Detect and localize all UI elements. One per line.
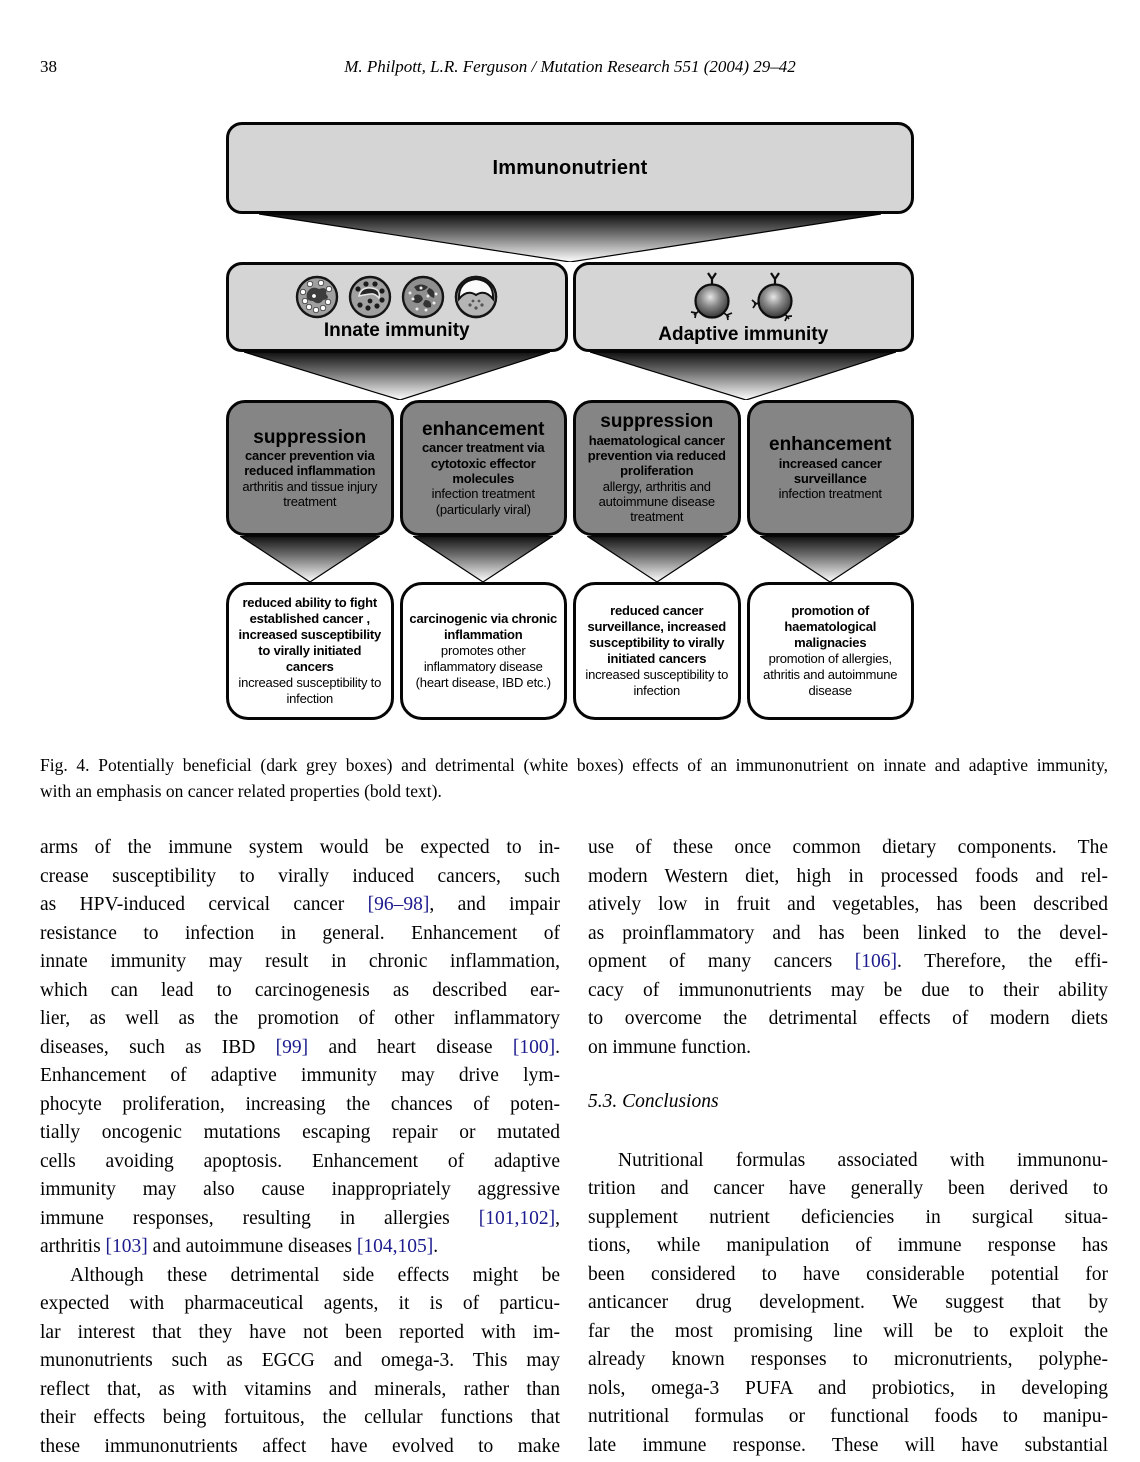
text-line: immunity may also cause inappropriately aggressive <box>40 1179 560 1200</box>
citation-ref: [101,102] <box>478 1207 556 1229</box>
citation-ref: [100] <box>512 1036 556 1058</box>
outcome-box-3 <box>573 582 741 720</box>
text-line: reflect that, as with vitamins and minerals, rather than <box>40 1378 560 1400</box>
text-line: atively low in fruit and vegetables, has been described <box>588 894 1108 915</box>
page-number: 38 <box>40 57 57 76</box>
text-line: resistance to infection in general. Enhancement of <box>40 922 560 944</box>
section-heading: 5.3. Conclusions <box>588 1091 719 1112</box>
citation-ref: [106] <box>854 951 898 972</box>
text-line: lar interest that they have not been reported with im- <box>40 1321 560 1343</box>
text-line: opment of many cancers [106]. Therefore, the effi- <box>588 951 1109 972</box>
effect-title: suppression <box>600 411 714 433</box>
immunonutrient-label: Immunonutrient <box>492 156 648 179</box>
text-line: been considered to have considerable potential for <box>588 1263 1108 1285</box>
text-line: Nutritional formulas associated with immunonu- <box>618 1149 1108 1171</box>
text-line: nutritional formulas or functional foods to manipu- <box>588 1406 1108 1427</box>
funnel-cell <box>400 536 568 582</box>
basophil-icon <box>348 275 392 319</box>
text-line: anticancer drug development. We suggest that by <box>588 1292 1108 1313</box>
funnel-cell <box>573 352 915 400</box>
outcome-normal-text: increased susceptibility to infection <box>585 666 729 698</box>
effect-bold-text: increased cancer surveillance <box>778 455 882 486</box>
adaptive-immunity-box <box>573 262 915 352</box>
outcome-normal-text: increased susceptibility to infection <box>238 674 382 706</box>
outcome-bold-text: carcinogenic via chronic inflammation <box>409 611 558 643</box>
flow-funnel <box>259 214 881 262</box>
text-line: expected with pharmaceutical agents, it is of particu- <box>40 1293 560 1314</box>
text-line: modern Western diet, high in processed foods and rel- <box>588 865 1108 887</box>
immunity-branch-row <box>226 262 914 352</box>
text-line: immune responses, resulting in allergies [101,102], <box>40 1207 560 1229</box>
text-line: already known responses to micronutrients, polyphe- <box>588 1349 1108 1370</box>
funnel-row-branches <box>226 352 914 400</box>
text-line: arms of the immune system would be expected to in- <box>40 837 560 858</box>
funnel-cell <box>226 352 568 400</box>
effect-normal-text: arthritis and tissue injury treatment <box>242 478 378 509</box>
text-line: supplement nutrient deficiencies in surgical situa- <box>588 1206 1108 1228</box>
body-columns <box>40 834 1108 1461</box>
funnel-row-effects <box>226 536 914 582</box>
adaptive-immunity-label: Adaptive immunity <box>658 324 829 345</box>
text-line: innate immunity may result in chronic inflammation, <box>40 951 560 972</box>
flow-funnel <box>587 536 727 582</box>
text-line: crease susceptibility to virally induced cancers, such <box>40 865 560 887</box>
effect-title: suppression <box>253 426 367 448</box>
effect-bold-text: cancer treatment via cytotoxic effector molecules <box>422 440 545 486</box>
effect-title: enhancement <box>422 419 545 441</box>
outcome-normal-text: promotion of allergies, athritis and autoimmune disease <box>763 651 898 698</box>
effect-normal-text: allergy, arthritis and autoimmune disease treatment <box>598 478 715 525</box>
immunonutrient-box <box>226 122 914 214</box>
running-head-citation: M. Philpott, L.R. Ferguson / Mutation Research 551 (2004) 29–42 <box>344 57 796 76</box>
text-line: munonutrients such as EGCG and omega-3. This may <box>40 1350 560 1371</box>
outcome-bold-text: reduced ability to fight established cancer , increased susceptibility to virally initiated cancers <box>238 595 382 674</box>
text-line: trition and cancer have generally been derived to <box>588 1178 1108 1199</box>
text-line: Although these detrimental side effects might be <box>70 1264 560 1286</box>
funnel-cell <box>573 536 741 582</box>
funnel-cell <box>226 536 394 582</box>
citation-ref: [104,105] <box>356 1236 434 1257</box>
text-line: Fig. 4. Potentially beneficial (dark grey boxes) and detrimental (white boxes) effects of an immunonutrient on innate and adaptive immunity, <box>40 755 1108 775</box>
effect-bold-text: haematological cancer prevention via reduced proliferation <box>587 432 726 479</box>
innate-immunity-box <box>226 262 568 352</box>
text-line: cacy of immunonutrients may be due to their ability <box>588 979 1108 1001</box>
right-column <box>588 834 1108 1461</box>
effect-title: enhancement <box>769 434 892 456</box>
text-line: late immune response. These will have substantial <box>588 1434 1108 1456</box>
flow-funnel <box>244 352 550 400</box>
text-line: as HPV-induced cervical cancer [96–98], and impair <box>40 894 560 915</box>
effect-box-row <box>226 400 914 536</box>
text-line: which can lead to carcinogenesis as described ear- <box>40 979 560 1001</box>
funnel-row-root <box>226 214 914 262</box>
flow-funnel <box>590 352 896 400</box>
monocyte-icon <box>401 275 445 319</box>
innate-cell-icons <box>295 275 498 319</box>
adaptive-cell-icons <box>685 271 802 323</box>
figure-caption <box>40 752 1108 804</box>
citation-ref: [103] <box>105 1236 148 1257</box>
outcome-box-2 <box>400 582 568 720</box>
text-line: Enhancement of adaptive immunity may drive lym- <box>40 1065 560 1086</box>
text-line: phocyte proliferation, increasing the chances of poten- <box>40 1093 560 1115</box>
text-line: cells avoiding apoptosis. Enhancement of adaptive <box>40 1150 560 1172</box>
macrophage-icon <box>454 275 498 319</box>
text-line: on immune function. <box>588 1036 752 1058</box>
text-line: nols, omega-3 PUFA and probiotics, in developing <box>588 1377 1108 1399</box>
citation-ref: [96–98] <box>367 894 430 915</box>
effect-normal-text: infection treatment (particularly viral) <box>431 486 535 517</box>
lymphocyte-icon <box>748 271 802 323</box>
outcome-bold-text: reduced cancer surveillance, increased susceptibility to virally initiated cancers <box>587 603 726 666</box>
text-line: far the most promising line will be to exploit the <box>588 1320 1108 1342</box>
outcome-normal-text: promotes other inflammatory disease (heart disease, IBD etc.) <box>415 643 551 690</box>
flow-funnel <box>413 536 553 582</box>
text-line: to overcome the detrimental effects of modern diets <box>588 1008 1108 1029</box>
text-line: with an emphasis on cancer related properties (bold text). <box>40 781 442 801</box>
text-line: these immunonutrients affect have evolved to make <box>40 1435 560 1457</box>
effect-box-adaptive-enhancement <box>747 400 915 536</box>
text-line: lier, as well as the promotion of other inflammatory <box>40 1008 560 1029</box>
effect-box-adaptive-suppression <box>573 400 741 536</box>
outcome-box-4 <box>747 582 915 720</box>
text-line: their effects being fortuitous, the cellular functions that <box>40 1407 560 1428</box>
text-line: arthritis [103] and autoimmune diseases [104,105]. <box>40 1236 439 1257</box>
effect-box-innate-enhancement <box>400 400 568 536</box>
running-header <box>0 0 1140 84</box>
funnel-cell <box>226 214 914 262</box>
text-line: as proinflammatory and has been linked to the devel- <box>588 922 1108 944</box>
citation-ref: [99] <box>275 1036 309 1058</box>
effect-box-innate-suppression <box>226 400 394 536</box>
outcome-box-1 <box>226 582 394 720</box>
outcome-box-row <box>226 582 914 720</box>
figure-4-diagram <box>226 122 914 720</box>
text-line: tially oncogenic mutations escaping repair or mutated <box>40 1122 560 1143</box>
effect-bold-text: cancer prevention via reduced inflammation <box>244 447 376 479</box>
lymphocyte-icon <box>685 271 739 323</box>
flow-funnel <box>240 536 380 582</box>
text-line: diseases, such as IBD [99] and heart disease [100]. <box>40 1036 560 1058</box>
effect-normal-text: infection treatment <box>778 486 882 502</box>
neutrophil-icon <box>295 275 339 319</box>
left-column <box>40 834 560 1461</box>
outcome-bold-text: promotion of haematological malignacies <box>784 603 877 651</box>
flow-funnel <box>760 536 900 582</box>
text-line: tions, while manipulation of immune response has <box>588 1235 1108 1256</box>
text-line: use of these once common dietary components. The <box>588 837 1108 858</box>
innate-immunity-label: Innate immunity <box>323 320 470 341</box>
funnel-cell <box>747 536 915 582</box>
